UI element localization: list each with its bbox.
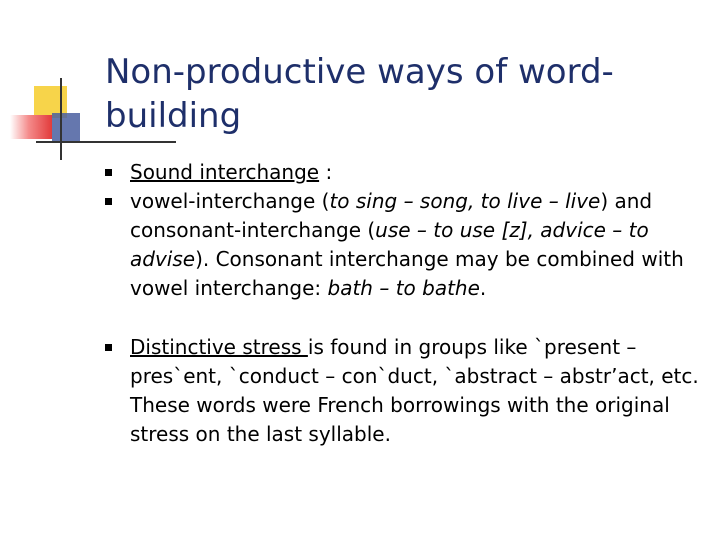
bullet-marker-icon: [105, 344, 112, 351]
bullet-marker-icon: [105, 198, 112, 205]
bullet-distinctive-stress: [105, 333, 705, 449]
bullet-vowel-consonant-interchange: [105, 187, 705, 303]
bullet-text: is found in groups like `present – pres`ent, `conduct – con`duct, `abstract – abstr’act, etc. These words were French borrowings with the original stress on the last syllable.: [130, 335, 699, 446]
bullet-text: .: [479, 276, 487, 300]
term-sound-interchange: Sound interchange: [130, 160, 320, 184]
bullet-marker-icon: [105, 169, 112, 176]
bullet-sound-interchange: [105, 158, 705, 187]
bullet-list: [105, 158, 705, 449]
example-consonant: use – to use [z], advice – to advise: [130, 218, 649, 271]
bullet-text: :: [319, 160, 333, 184]
bullet-text: ) and consonant-interchange (: [130, 189, 653, 242]
example-combined: bath – to bathe: [327, 276, 480, 300]
example-vowel: to sing – song, to live – live: [329, 189, 601, 213]
term-distinctive-stress: Distinctive stress: [130, 335, 308, 359]
decor-blue-square: [52, 113, 80, 143]
slide-title: Non-productive ways of word-building: [105, 52, 614, 136]
decor-vertical-line: [60, 78, 62, 160]
decor-horizontal-line: [36, 141, 176, 143]
bullet-text: vowel-interchange (: [130, 189, 330, 213]
decor-red-bar: [10, 115, 52, 139]
bullet-text: ). Consonant interchange may be combined with vowel interchange:: [130, 247, 684, 300]
